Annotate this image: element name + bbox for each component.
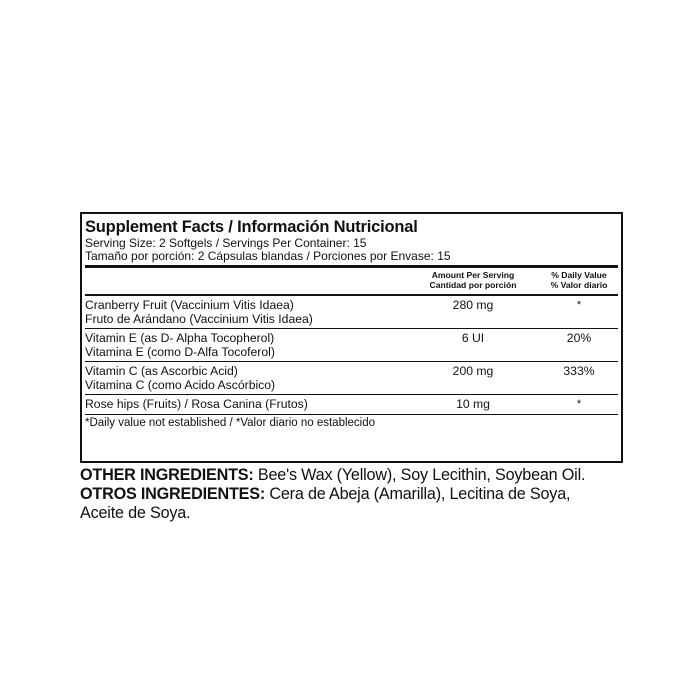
nutrient-row-cranberry bbox=[85, 296, 618, 329]
nutrient-name-en: Vitamin C (as Ascorbic Acid) bbox=[85, 364, 238, 378]
nutrient-name-es: Fruto de Arándano (Vaccinium Vitis Idaea) bbox=[85, 311, 313, 326]
serving-size-es: Tamaño por porción: 2 Cápsulas blandas / Porciones por Envase: 15 bbox=[85, 248, 451, 263]
facts-title: Supplement Facts / Información Nutricional bbox=[85, 218, 418, 236]
ingredients-text-en: Bee's Wax (Yellow), Soy Lecithin, Soybean Oil. bbox=[253, 466, 586, 484]
amount-column-header bbox=[421, 271, 525, 290]
ingredients-label-es: OTROS INGREDIENTES: bbox=[80, 485, 266, 503]
serving-size-en: Serving Size: 2 Softgels / Servings Per Container: 15 bbox=[85, 236, 367, 250]
nutrient-row-rose-hips bbox=[85, 395, 618, 414]
ingredients-text-es: Cera de Abeja (Amarilla), Lecitina de Soya, bbox=[265, 485, 571, 503]
ingredients-line-es-cont: Aceite de Soya. bbox=[80, 504, 191, 522]
nutrient-daily-value: * bbox=[576, 398, 582, 410]
daily-value-column-header bbox=[540, 271, 618, 290]
daily-value-footnote: *Daily value not established / *Valor diario no establecido bbox=[85, 414, 618, 431]
nutrient-daily-value: 20% bbox=[566, 331, 592, 345]
other-ingredients-section bbox=[80, 466, 640, 523]
nutrient-amount: 6 UI bbox=[461, 331, 485, 345]
nutrient-amount: 10 mg bbox=[456, 397, 490, 411]
dv-header-es: % Valor diario bbox=[550, 279, 608, 290]
nutrient-row-vitamin-c bbox=[85, 362, 618, 395]
ingredients-line-en bbox=[80, 466, 640, 485]
nutrient-name-en: Vitamin E (as D- Alpha Tocopherol) bbox=[85, 331, 275, 345]
serving-info bbox=[85, 237, 618, 268]
amount-header-en: Amount Per Serving bbox=[431, 270, 515, 280]
nutrient-name-en: Rose hips (Fruits) / Rosa Canina (Frutos) bbox=[85, 397, 308, 411]
nutrient-amount: 200 mg bbox=[452, 364, 494, 378]
nutrient-name-en: Cranberry Fruit (Vaccinium Vitis Idaea) bbox=[85, 298, 294, 312]
supplement-facts-panel bbox=[80, 212, 623, 463]
column-header-row bbox=[85, 268, 618, 296]
nutrient-amount: 280 mg bbox=[452, 298, 494, 312]
nutrient-name-es: Vitamina C (como Acido Ascórbico) bbox=[85, 377, 276, 392]
amount-header-es: Cantidad por porción bbox=[429, 279, 517, 290]
ingredients-label-en: OTHER INGREDIENTS: bbox=[80, 466, 254, 484]
nutrient-daily-value: 333% bbox=[563, 364, 595, 378]
nutrient-daily-value: * bbox=[576, 299, 582, 311]
dv-header-en: % Daily Value bbox=[551, 270, 607, 280]
ingredients-line-es bbox=[80, 485, 640, 504]
nutrient-name-es: Vitamina E (como D-Alfa Tocoferol) bbox=[85, 344, 275, 359]
nutrient-row-vitamin-e bbox=[85, 329, 618, 362]
